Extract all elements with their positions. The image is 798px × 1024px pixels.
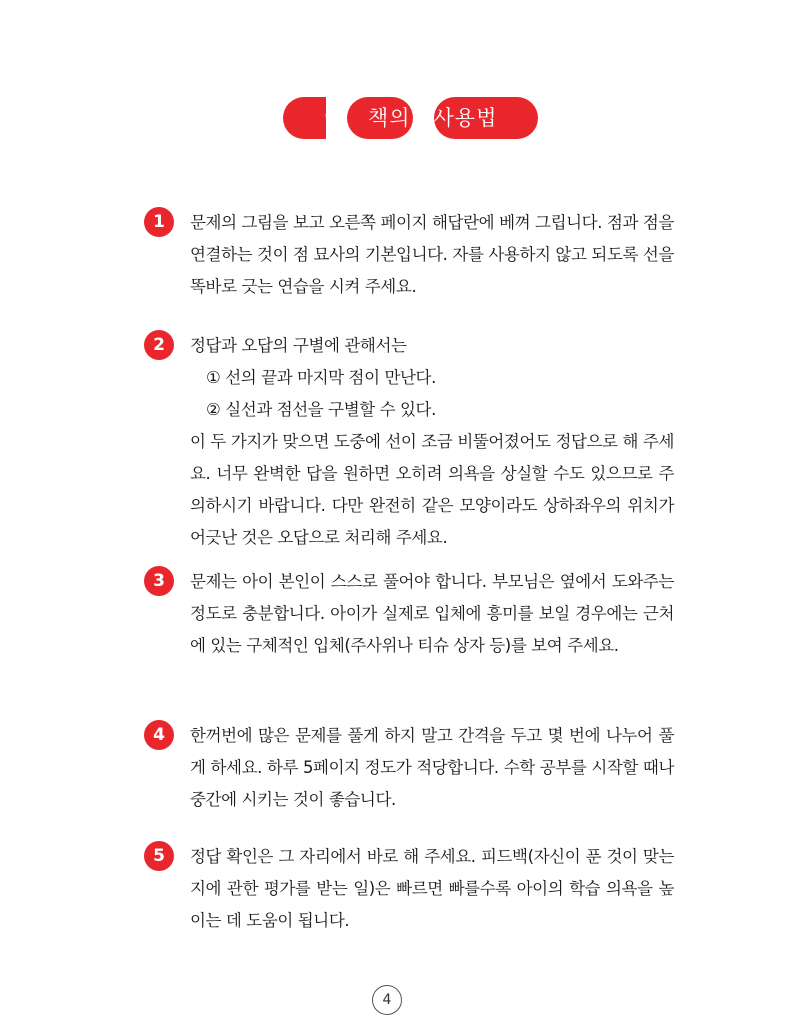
instruction-item-4: [144, 720, 674, 816]
instruction-text: 정답 확인은 그 자리에서 바로 해 주세요. 피드백(자신이 푼 것이 맞는지에 관한 평가를 받는 일)은 빠르면 빠를수록 아이의 학습 의욕을 높이는 데 도움이 됩니다.: [190, 847, 674, 930]
instruction-item-3: [144, 566, 674, 662]
instruction-item-1: [144, 207, 674, 303]
number-badge: 1: [144, 207, 174, 237]
instruction-item-5: [144, 841, 674, 937]
page-number: 4: [372, 985, 402, 1015]
number-badge: 4: [144, 720, 174, 750]
page-title-banner: [283, 97, 538, 139]
number-badge: 5: [144, 841, 174, 871]
number-badge: 2: [144, 330, 174, 360]
instruction-item-2: [144, 330, 674, 554]
criterion-2: ② 실선과 점선을 구별할 수 있다.: [206, 400, 436, 419]
criterion-1: ① 선의 끝과 마지막 점이 만난다.: [206, 368, 436, 387]
instruction-text: 한꺼번에 많은 문제를 풀게 하지 말고 간격을 두고 몇 번에 나누어 풀게 하세요. 하루 5페이지 정도가 적당합니다. 수학 공부를 시작할 때나 중간에 시키는 것이 좋습니다.: [190, 726, 674, 809]
page-title: 이 책의 사용법: [323, 106, 498, 130]
instruction-text: 이 두 가지가 맞으면 도중에 선이 조금 비뚤어졌어도 정답으로 해 주세요. 너무 완벽한 답을 원하면 오히려 의욕을 상실할 수도 있으므로 주의하시기 바랍니다. 다만 완전히 같은 모양이라도 상하좌우의 위치가 어긋난 것은 오답으로 처리해 주세요.: [190, 432, 674, 547]
instruction-text: 문제의 그림을 보고 오른쪽 페이지 해답란에 베껴 그립니다. 점과 점을 연결하는 것이 점 묘사의 기본입니다. 자를 사용하지 않고 되도록 선을 똑바로 긋는 연습을 시켜 주세요.: [190, 213, 674, 296]
instruction-text: 문제는 아이 본인이 스스로 풀어야 합니다. 부모님은 옆에서 도와주는 정도로 충분합니다. 아이가 실제로 입체에 흥미를 보일 경우에는 근처에 있는 구체적인 입체(주사위나 티슈 상자 등)를 보여 주세요.: [190, 572, 674, 655]
number-badge: 3: [144, 566, 174, 596]
instruction-intro: 정답과 오답의 구별에 관해서는: [190, 336, 407, 355]
